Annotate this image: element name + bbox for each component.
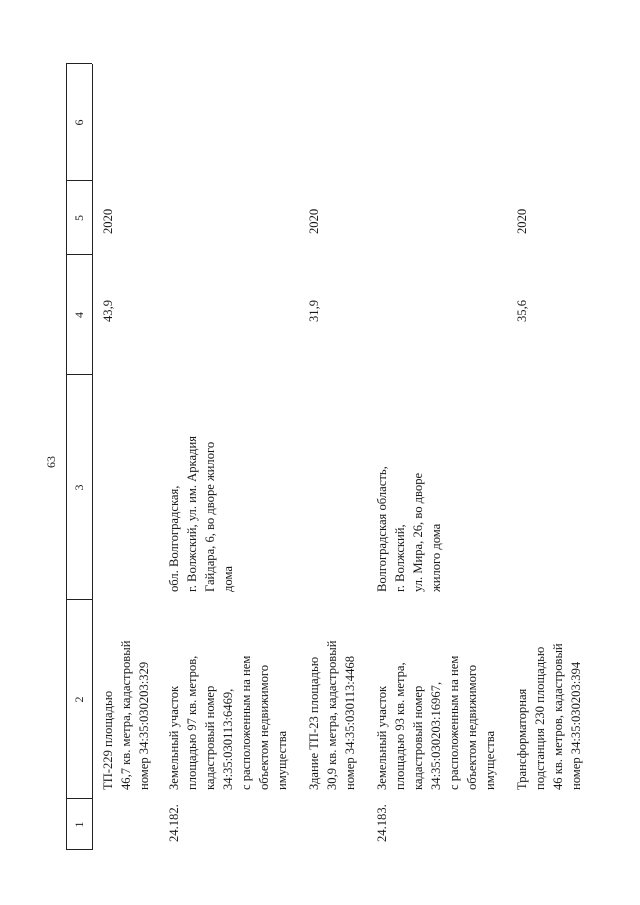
object-name-line: с расположенным на нем [447, 655, 461, 790]
object-name-line: номер 34:35:030203:394 [569, 661, 583, 790]
object-name-line: площадью 93 кв. метра, [393, 662, 407, 790]
object-name-line: кадастровый номер [411, 685, 425, 790]
object-name-line: площадью 97 кв. метров, [185, 655, 199, 790]
table-header-bottom-border [92, 64, 93, 850]
object-name-line: Земельный участок [167, 685, 181, 790]
address-line: ул. Мира, 26, во дворе [411, 472, 425, 592]
object-name-line: номер 34:35:030203:329 [137, 661, 151, 790]
column-header: 5 [72, 215, 86, 221]
area-value: 35,6 [515, 299, 529, 322]
area-value: 31,9 [307, 299, 321, 322]
object-name-line: имущества [275, 730, 289, 790]
object-name-line: ТП-229 площадью [101, 690, 115, 790]
address-line: г. Волжский, [393, 524, 407, 592]
object-name-line: имущества [483, 730, 497, 790]
address-line: жилого дома [429, 523, 443, 592]
object-name-line: с расположенным на нем [239, 655, 253, 790]
object-name-line: Здание ТП-23 площадью [307, 656, 321, 790]
column-header: 2 [72, 696, 86, 703]
address-line: г. Волжский, ул. им. Аркадия [185, 436, 199, 592]
object-name-line: кадастровый номер [203, 685, 217, 790]
address-line: обл. Волгоградская, [167, 485, 181, 592]
area-value: 43,9 [101, 299, 115, 322]
address-line: дома [221, 566, 235, 592]
address-line: Волгоградская область, [375, 466, 389, 592]
page-number: 63 [44, 456, 58, 468]
table-top-border [66, 64, 67, 850]
object-name-line: 34:35:030113:6469, [221, 688, 235, 790]
column-header: 1 [72, 821, 86, 828]
object-name-line: подстанция 230 площадью [533, 646, 547, 790]
row-number: 24.183. [375, 804, 389, 842]
column-header: 3 [72, 484, 86, 491]
year-value: 2020 [101, 208, 115, 234]
year-value: 2020 [515, 208, 529, 234]
year-value: 2020 [307, 208, 321, 234]
row-number: 24.182. [167, 804, 181, 842]
object-name-line: объектом недвижимого [465, 664, 479, 790]
object-name-line: Земельный участок [375, 685, 389, 790]
column-header: 6 [72, 119, 86, 126]
address-line: Гайдара, 6, во дворе жилого [203, 441, 217, 592]
object-name-line: 30,9 кв. метра, кадастровый [325, 640, 339, 790]
object-name-line: объектом недвижимого [257, 664, 271, 790]
object-name-line: номер 34:35:030113:4468 [343, 656, 357, 790]
column-header: 4 [72, 312, 86, 318]
object-name-line: Трансформаторная [515, 688, 529, 790]
object-name-line: 46 кв. метров, кадастровый [551, 643, 565, 790]
object-name-line: 46,7 кв. метра, кадастровый [119, 640, 133, 790]
object-name-line: 34:35:030203:16967, [429, 681, 443, 790]
